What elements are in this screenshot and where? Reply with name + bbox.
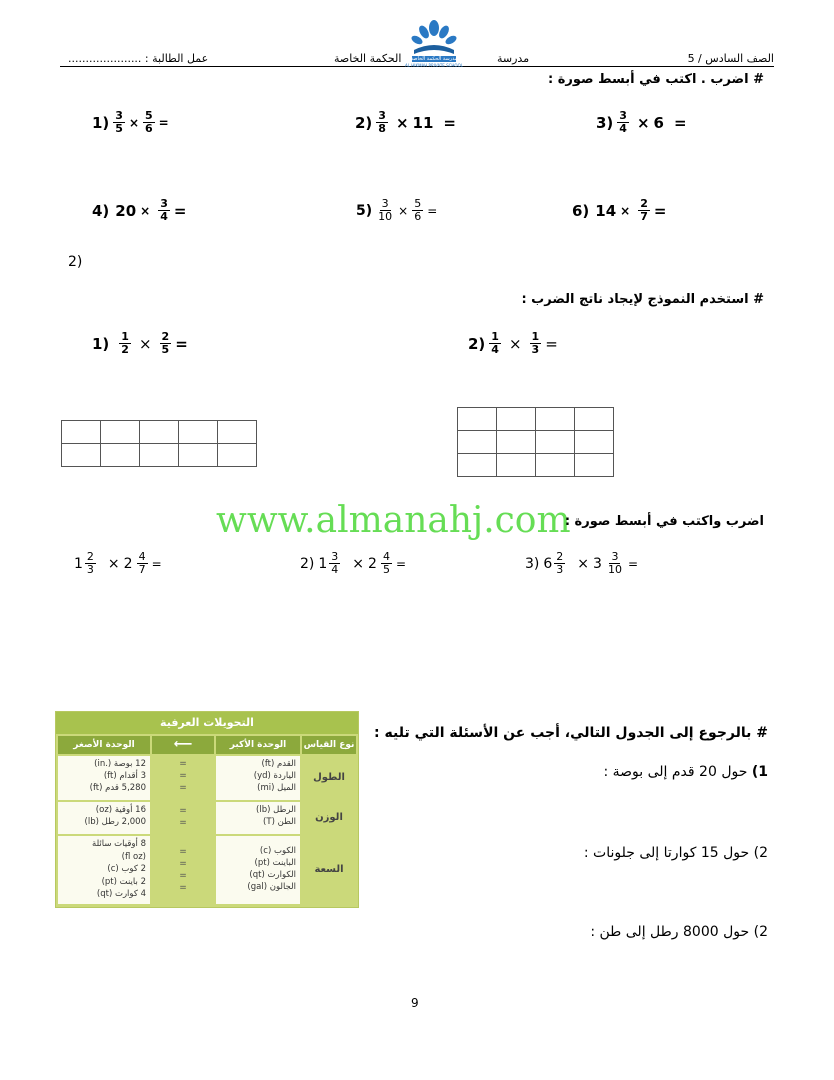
weight-label: الوزن: [302, 802, 356, 834]
fraction: $\frac{5}{6}$: [414, 197, 422, 223]
section1-title: # اضرب . اكتب في أبسط صورة :: [548, 72, 764, 87]
problem-2-1: 1) $\frac{1}{2}$ × $\frac{2}{5}$ =: [92, 330, 188, 356]
fraction: $\frac{5}{6}$: [145, 109, 153, 135]
stray-label: 2): [68, 254, 83, 270]
fraction: $\frac{3}{4}$: [331, 550, 339, 576]
fraction: $\frac{3}{10}$: [378, 197, 393, 223]
fraction: $\frac{1}{3}$: [531, 330, 540, 356]
school-logo: [406, 18, 462, 70]
fraction: $\frac{3}{5}$: [115, 109, 123, 135]
fraction: $\frac{4}{7}$: [138, 550, 146, 576]
fraction: $\frac{2}{3}$: [86, 550, 94, 576]
fraction: $\frac{2}{3}$: [556, 550, 564, 576]
fraction: $\frac{3}{4}$: [160, 197, 168, 223]
watermark: www.almanahj.com: [216, 500, 571, 541]
fraction: $\frac{2}{5}$: [161, 330, 170, 356]
question-1: 1) حول 20 قدم إلى بوصة :: [603, 764, 768, 780]
problem-1-6: 6) 14 × $\frac{2}{7}$ =: [572, 197, 667, 223]
capacity-smaller: 8 أوقيات سائلة (fl oz) 2 كوب (c) 2 باينت (pt) 4 كوارت (qt): [58, 836, 150, 904]
fraction: $\frac{1}{2}$: [121, 330, 129, 356]
problem-1-3: 3) $\frac{3}{4}$ × 6 =: [596, 109, 687, 135]
section2-title: # استخدم النموذج لإيجاد ناتج الضرب :: [521, 292, 764, 307]
fraction: $\frac{4}{5}$: [382, 550, 390, 576]
fraction: $\frac{2}{7}$: [640, 197, 648, 223]
capacity-label: السعة: [302, 836, 356, 904]
length-smaller: 12 بوصة (.in) 3 أقدام (ft) 5,280 قدم (ft): [58, 756, 150, 800]
model-grid-3x4: [457, 407, 614, 477]
weight-equals: = =: [179, 806, 187, 828]
length-equals: = = =: [179, 759, 187, 793]
problem-3-3: 3) 6 $\frac{2}{3}$ × 3 $\frac{3}{10}$ =: [525, 550, 639, 576]
col-smaller: الوحدة الأصغر: [58, 736, 150, 754]
page-number: 9: [411, 996, 419, 1010]
col-larger: الوحدة الأكبر: [216, 736, 300, 754]
fraction: $\frac{3}{8}$: [378, 109, 386, 135]
problem-1-1: 1) $\frac{3}{5}$ × $\frac{5}{6}$ =: [92, 109, 169, 135]
question-2: 2) حول 15 كوارتا إلى جلونات :: [583, 845, 768, 861]
fraction: $\frac{3}{4}$: [619, 109, 627, 135]
conversion-table-title: التحويلات العرفية: [56, 712, 358, 734]
col-arrow: ⟵: [152, 736, 214, 754]
problem-1-2: 2) $\frac{3}{8}$ × 11 =: [355, 109, 456, 135]
length-label: الطول: [302, 756, 356, 800]
fraction: $\frac{1}{4}$: [491, 330, 499, 356]
fraction: $\frac{3}{10}$: [607, 550, 622, 576]
problem-3-2: 2) 1 $\frac{3}{4}$ × 2 $\frac{4}{5}$ =: [300, 550, 407, 576]
section3-title: اضرب واكتب في أبسط صورة :: [564, 514, 764, 529]
school-name: الحكمة الخاصة: [334, 52, 402, 65]
model-grid-2x5: [61, 420, 257, 467]
problem-3-1: 1 $\frac{2}{3}$ × 2 $\frac{4}{7}$ =: [74, 550, 162, 576]
conversion-table: [55, 711, 359, 908]
problem-1-4: 4) 20 × $\frac{3}{4}$ =: [92, 197, 187, 223]
capacity-equals: = = = =: [179, 847, 187, 893]
problem-1-5: 5) $\frac{3}{10}$ × $\frac{5}{6}$ =: [356, 197, 438, 223]
length-larger: القدم (ft) الياردة (yd) الميل (mi): [216, 756, 300, 800]
weight-larger: الرطل (lb) الطن (T): [216, 802, 300, 834]
student-work-label: عمل الطالبة : .....................: [68, 52, 209, 65]
col-type: نوع القياس: [302, 736, 356, 754]
grade-label: الصف السادس / 5: [687, 52, 774, 65]
question-3: 2) حول 8000 رطل إلى طن :: [590, 924, 768, 940]
problem-2-2: 2) $\frac{1}{4}$ × $\frac{1}{3}$ =: [468, 330, 558, 356]
school-label: مدرسة: [497, 52, 530, 65]
logo-text-en: AL HIKMAH PRIVATE SCHOOL: [405, 63, 463, 68]
logo-text-ar: مدرسة الحكمة الخاصة: [410, 56, 458, 62]
capacity-larger: الكوب (c) الباينت (pt) الكوارت (qt) الجالون (gal): [216, 836, 300, 904]
section4-title: # بالرجوع إلى الجدول التالي، أجب عن الأسئلة التي تليه :: [374, 725, 768, 741]
weight-smaller: 16 أوقية (oz) 2,000 رطل (lb): [58, 802, 150, 834]
